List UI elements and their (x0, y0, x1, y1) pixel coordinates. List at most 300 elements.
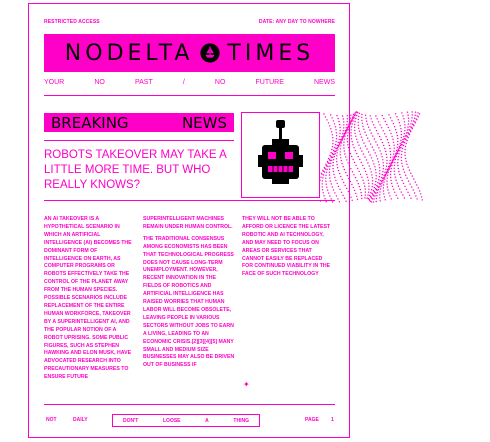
wave-dot (390, 166, 391, 167)
wave-dot (391, 198, 392, 199)
wave-dot (411, 186, 412, 187)
wave-dot (337, 147, 338, 148)
wave-dot (336, 155, 337, 156)
wave-dot (395, 156, 396, 157)
wave-dot (366, 148, 367, 149)
wave-dot (343, 141, 344, 142)
wave-dot (398, 171, 399, 172)
wave-dot (354, 133, 355, 134)
wave-dot (337, 118, 338, 119)
wave-dot (389, 160, 390, 161)
wave-dot (403, 183, 404, 184)
wave-dot (345, 172, 346, 173)
wave-dot (396, 195, 397, 196)
wave-dot (397, 144, 398, 145)
wave-dot (390, 154, 391, 155)
wave-dot (322, 177, 323, 178)
wave-dot (335, 129, 336, 130)
wave-dot (415, 181, 416, 182)
wave-dot (422, 199, 423, 200)
wave-dot (383, 190, 384, 191)
wave-dot (337, 198, 338, 199)
article-paragraph: THE TRADITIONAL CONSENSUS AMONG ECONOMISTS HAS BEEN THAT TECHNOLOGICAL PROGRESS DOES NOT CAUSE LONG-TERM UNEMPLOYMENT. HOWEVER, RECENT INNOVATION IN THE FIELDS OF ROBOTICS AND ARTIFICIAL INTELLIGENCE HAS RAISED WORRIES THAT HUMAN LABOR WILL BECOME OBSOLETE, LEAVING PEOPLE IN VARIOUS SECTORS WITHOUT JOBS TO EARN A LIVING, LEADING TO AN ECONOMIC CRISIS.[2][3][4][5] MANY SMALL AND MEDIUM SIZE BUSINESSES MAY ALSO BE DRIVEN OUT OF BUSINESS IF (143, 235, 235, 369)
wave-dot (401, 163, 402, 164)
wave-dot (394, 192, 395, 193)
wave-dot (325, 178, 326, 179)
wave-dot (388, 114, 389, 115)
wave-dot (364, 156, 365, 157)
wave-dot (399, 146, 400, 147)
wave-dot (332, 134, 333, 135)
wave-dot (402, 115, 403, 116)
wave-dot (389, 148, 390, 149)
wave-dot (325, 181, 326, 182)
wave-dot (363, 183, 364, 184)
wave-dot (385, 175, 386, 176)
wave-dot (407, 167, 408, 168)
wave-dot (386, 154, 387, 155)
wave-dot (340, 148, 341, 149)
wave-dot (377, 144, 378, 145)
wave-dot (331, 117, 332, 118)
wave-dot (361, 162, 362, 163)
wave-dot (391, 136, 392, 137)
wave-dot (369, 165, 370, 166)
wave-dot (320, 200, 321, 201)
wave-dot (349, 120, 350, 121)
wave-dot (362, 126, 363, 127)
headline: ROBOTS TAKEOVER MAY TAKE A LITTLE MORE TIME. BUT WHO REALLY KNOWS? (44, 149, 227, 191)
wave-dot (398, 168, 399, 169)
wave-dot (401, 137, 402, 138)
wave-dot (386, 183, 387, 184)
wave-dot (390, 180, 391, 181)
wave-dot (365, 145, 366, 146)
wave-dot (394, 174, 395, 175)
wave-dot (355, 193, 356, 194)
wave-dot (343, 166, 344, 167)
wave-dot (375, 181, 376, 182)
wave-dot (361, 117, 362, 118)
wave-dot (347, 138, 348, 139)
wave-dot (329, 169, 330, 170)
wave-dot (412, 128, 413, 129)
wave-dot (412, 114, 413, 115)
wave-dot (390, 174, 391, 175)
wave-dot (341, 140, 342, 141)
breaking-right: NEWS (181, 113, 227, 132)
wave-dot (383, 162, 384, 163)
wave-dot (376, 198, 377, 199)
wave-dot (378, 121, 379, 122)
wave-dot (386, 173, 387, 174)
wave-dot (379, 176, 380, 177)
wave-dot (389, 130, 390, 131)
article-paragraph: SUPERINTELLIGENT MACHINES REMAIN UNDER HUMAN CONTROL. (143, 216, 233, 230)
wave-dot (326, 187, 327, 188)
wave-dot (342, 133, 343, 134)
wave-dot (383, 118, 384, 119)
wave-dot (388, 172, 389, 173)
wave-dot (383, 179, 384, 180)
wave-dot (386, 163, 387, 164)
wave-dot (339, 173, 340, 174)
footer-word: DON'T (123, 417, 139, 424)
wave-dot (385, 136, 386, 137)
wave-dot (326, 119, 327, 120)
wave-dot (384, 172, 385, 173)
wave-dot (410, 173, 411, 174)
wave-dot (364, 186, 365, 187)
wave-dot (355, 118, 356, 119)
wave-dot (404, 124, 405, 125)
wave-dot (404, 133, 405, 134)
wave-dot (404, 172, 405, 173)
wave-dot (387, 170, 388, 171)
wave-dot (351, 138, 352, 139)
wave-dot (414, 118, 415, 119)
wave-dot (340, 176, 341, 177)
header-left: RESTRICTED ACCESS (44, 19, 100, 25)
wave-dot (397, 159, 398, 160)
sparkle-icon: ✦ (243, 380, 250, 389)
wave-dot (365, 194, 366, 195)
wave-dot (367, 162, 368, 163)
wave-dot (355, 177, 356, 178)
wave-dot (379, 170, 380, 171)
slogan-row (44, 79, 335, 89)
footer-slogan-box (112, 414, 260, 427)
wave-dot (398, 119, 399, 120)
wave-dot (409, 170, 410, 171)
wave-dot (378, 179, 379, 180)
wave-dot (373, 163, 374, 164)
wave-dot (368, 180, 369, 181)
wave-dot (371, 171, 372, 172)
wave-dot (345, 201, 346, 202)
header-right: DATE: ANY DAY TO NOWHERE (258, 19, 335, 25)
wave-dot (329, 125, 330, 126)
wave-dot (381, 182, 382, 183)
wave-dot (359, 159, 360, 160)
wave-dot (326, 201, 327, 202)
wave-dot (401, 112, 402, 113)
wave-dot (375, 169, 376, 170)
wave-dot (357, 112, 358, 113)
wave-dot (393, 153, 394, 154)
wave-dot (329, 195, 330, 196)
wave-dot (417, 112, 418, 113)
wave-dot (338, 146, 339, 147)
wave-dot (330, 160, 331, 161)
slogan-word: NO (94, 79, 105, 86)
wave-dot (395, 159, 396, 160)
article-column-2 (143, 216, 235, 374)
wave-dot (348, 178, 349, 179)
wave-dot (340, 145, 341, 146)
wave-dot (348, 147, 349, 148)
wave-dot (374, 187, 375, 188)
wave-dot (385, 151, 386, 152)
wave-dot (354, 121, 355, 122)
wave-dot (399, 188, 400, 189)
wave-dot (325, 175, 326, 176)
wave-dot (375, 172, 376, 173)
masthead-right: TIMES (227, 40, 315, 66)
wave-dot (353, 114, 354, 115)
wave-dot (358, 116, 359, 117)
wave-dot (404, 197, 405, 198)
wave-dot (330, 180, 331, 181)
wave-dot (334, 156, 335, 157)
wave-dot (375, 152, 376, 153)
wave-dot (409, 183, 410, 184)
wave-dot (365, 118, 366, 119)
wave-dot (347, 115, 348, 116)
wave-dot (394, 171, 395, 172)
wave-dot (333, 120, 334, 121)
wave-dot (402, 148, 403, 149)
wave-dot (385, 121, 386, 122)
wave-dot (373, 124, 374, 125)
wave-dot (383, 145, 384, 146)
wave-dot (341, 192, 342, 193)
wave-dot (394, 148, 395, 149)
wave-dot (389, 169, 390, 170)
wave-dot (344, 198, 345, 199)
wave-dot (330, 163, 331, 164)
wave-dot (420, 193, 421, 194)
wave-dot (331, 131, 332, 132)
wave-dot (322, 183, 323, 184)
wave-dot (370, 143, 371, 144)
wave-dot (363, 153, 364, 154)
wave-dot (401, 160, 402, 161)
slogan-word: / (182, 79, 185, 86)
wave-dot (379, 150, 380, 151)
wave-dot (380, 139, 381, 140)
wave-dot (397, 162, 398, 163)
wave-dot (356, 139, 357, 140)
wave-dot (408, 180, 409, 181)
wave-dot (413, 125, 414, 126)
wave-dot (392, 186, 393, 187)
wave-dot (360, 189, 361, 190)
wave-dot (406, 143, 407, 144)
wave-dot (335, 180, 336, 181)
wave-dot (396, 156, 397, 157)
wave-dot (391, 165, 392, 166)
breaking-left: BREAKING (51, 113, 129, 132)
wave-dot (408, 123, 409, 124)
wave-dot (346, 188, 347, 189)
wave-dot (373, 195, 374, 196)
wave-dot (331, 160, 332, 161)
wave-dot (393, 159, 394, 160)
wave-dot (401, 154, 402, 155)
wave-dot (404, 127, 405, 128)
wave-dot (375, 178, 376, 179)
wave-dot (342, 195, 343, 196)
wave-dot (359, 171, 360, 172)
wave-dot (406, 161, 407, 162)
wave-dot (373, 201, 374, 202)
wave-dot (350, 123, 351, 124)
wave-dot (394, 162, 395, 163)
wave-dot (379, 191, 380, 192)
wave-dot (341, 136, 342, 137)
wave-dot (383, 187, 384, 188)
wave-dot (379, 124, 380, 125)
wave-dot (331, 149, 332, 150)
wave-dot (405, 146, 406, 147)
breaking-news-banner (44, 113, 234, 132)
wave-dot (336, 195, 337, 196)
wave-dot (395, 113, 396, 114)
wave-dot (368, 127, 369, 128)
wave-dot (373, 149, 374, 150)
wave-dot (340, 130, 341, 131)
wave-dot (383, 181, 384, 182)
wave-dot (339, 201, 340, 202)
wave-dot (392, 139, 393, 140)
wave-dot (334, 177, 335, 178)
wave-dot (361, 198, 362, 199)
wave-dot (371, 201, 372, 202)
wave-dot (343, 130, 344, 131)
wave-dot (332, 140, 333, 141)
masthead-left: NODELTA (64, 40, 194, 66)
wave-dot (332, 157, 333, 158)
wave-dot (406, 164, 407, 165)
wave-dot (410, 198, 411, 199)
wave-dot (399, 150, 400, 151)
wave-dot (386, 157, 387, 158)
wave-dot (339, 136, 340, 137)
wave-dot (357, 199, 358, 200)
wave-dot (409, 134, 410, 135)
slogan-word: NEWS (314, 79, 335, 86)
wave-dot (338, 186, 339, 187)
wave-dot (383, 165, 384, 166)
wave-dot (358, 156, 359, 157)
wave-dot (351, 120, 352, 121)
wave-dot (327, 166, 328, 167)
wave-dot (330, 152, 331, 153)
wave-dot (413, 178, 414, 179)
wave-dot (352, 141, 353, 142)
wave-dot (371, 157, 372, 158)
wave-dot (359, 131, 360, 132)
wave-dot (419, 190, 420, 191)
wave-dot (329, 174, 330, 175)
wave-dot (350, 135, 351, 136)
wave-dot (376, 201, 377, 202)
page-number: 1 (331, 417, 334, 423)
wave-dot (403, 145, 404, 146)
wave-dot (349, 194, 350, 195)
wave-dot (380, 200, 381, 201)
wave-dot (399, 122, 400, 123)
wave-dot (361, 114, 362, 115)
wave-dot (409, 126, 410, 127)
wave-dot (387, 178, 388, 179)
wave-dot (384, 148, 385, 149)
wave-dot (385, 199, 386, 200)
wave-dot (336, 138, 337, 139)
wave-dot (384, 196, 385, 197)
wave-dot (406, 140, 407, 141)
slogan-word: PAST (134, 79, 153, 86)
wave-dot (384, 133, 385, 134)
wave-dot (346, 159, 347, 160)
wave-dot (364, 132, 365, 133)
wave-dot (354, 127, 355, 128)
wave-dot (344, 153, 345, 154)
wave-dot (378, 147, 379, 148)
wave-dot (372, 160, 373, 161)
wave-dot (377, 182, 378, 183)
wave-dot (335, 141, 336, 142)
divider (44, 404, 335, 405)
wave-dot (394, 165, 395, 166)
wave-dot (397, 198, 398, 199)
robot-image-frame (241, 112, 320, 198)
article-column-1 (44, 216, 136, 386)
wave-dot (402, 144, 403, 145)
wave-dot (413, 120, 414, 121)
wave-dot (386, 180, 387, 181)
wave-dot (322, 186, 323, 187)
wave-dot (335, 126, 336, 127)
wave-dot (330, 128, 331, 129)
footer-word: THING (233, 417, 249, 424)
wave-dot (415, 112, 416, 113)
wave-dot (377, 133, 378, 134)
wave-dot (347, 141, 348, 142)
wave-dot (396, 150, 397, 151)
wave-dot (376, 195, 377, 196)
wave-dot (409, 195, 410, 196)
wave-dot (379, 136, 380, 137)
wave-dot (375, 141, 376, 142)
wave-dot (390, 133, 391, 134)
wave-dot (402, 166, 403, 167)
wave-dot (379, 173, 380, 174)
wave-dot (398, 153, 399, 154)
wave-dot (389, 195, 390, 196)
wave-dot (325, 168, 326, 169)
wave-dot (357, 168, 358, 169)
wave-dot (329, 163, 330, 164)
wave-dot (413, 189, 414, 190)
wave-dot (400, 125, 401, 126)
wave-dot (394, 126, 395, 127)
wave-dot (397, 153, 398, 154)
wave-dot (348, 127, 349, 128)
wave-dot (324, 198, 325, 199)
wave-dot (328, 192, 329, 193)
wave-dot (327, 189, 328, 190)
wave-dot (403, 118, 404, 119)
slogan-word: FUTURE (255, 79, 284, 86)
wave-dot (415, 115, 416, 116)
wave-dot (346, 127, 347, 128)
wave-dot (382, 115, 383, 116)
wave-dot (397, 135, 398, 136)
wave-dot (355, 136, 356, 137)
wave-dot (347, 135, 348, 136)
